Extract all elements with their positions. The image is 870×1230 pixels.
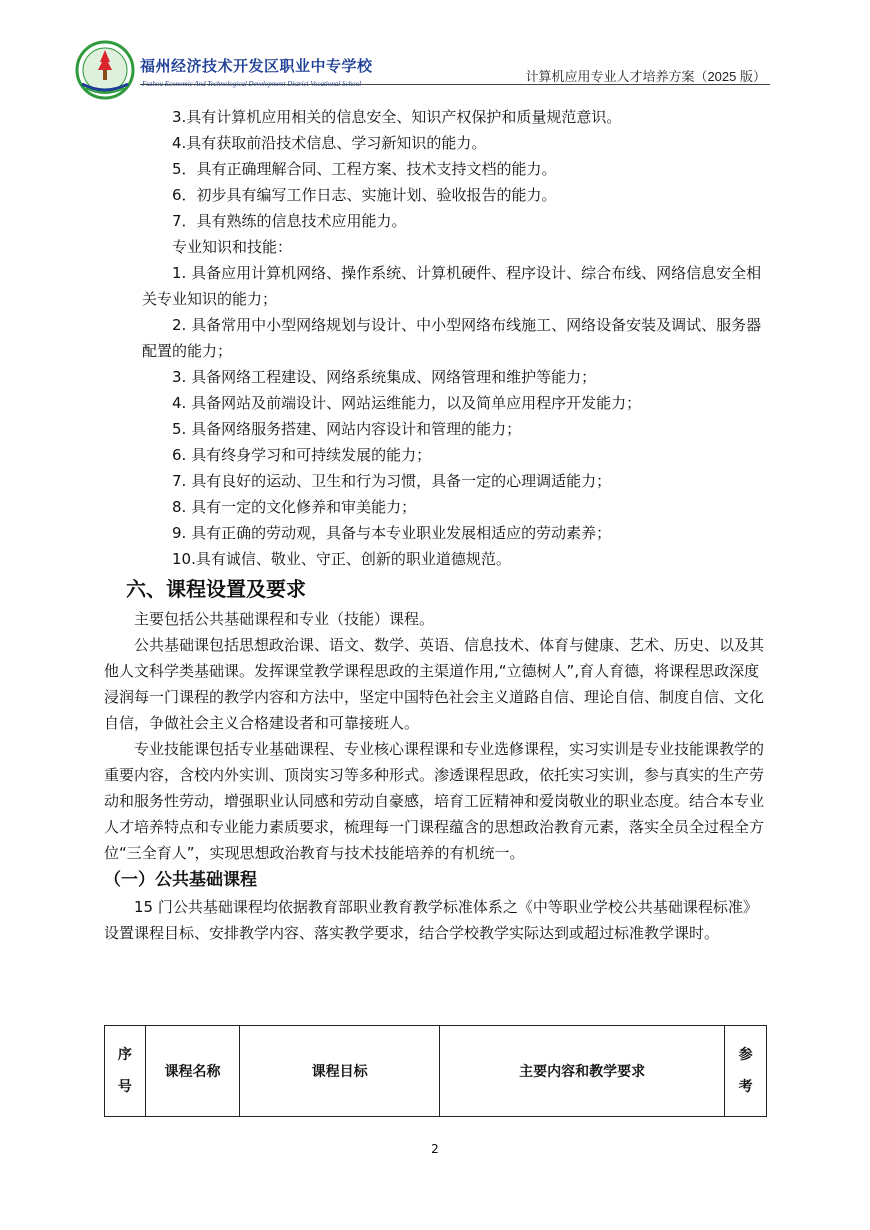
knowledge-item: 10.具有诚信、敬业、守正、创新的职业道德规范。 <box>172 550 511 568</box>
ability-item: 5．具有正确理解合同、工程方案、技术支持文档的能力。 <box>172 160 557 178</box>
curriculum-table <box>104 1025 767 1117</box>
page-number: 2 <box>431 1142 439 1156</box>
knowledge-item: 9. 具有正确的劳动观，具备与本专业职业发展相适应的劳动素养； <box>172 524 612 542</box>
knowledge-item: 4. 具备网站及前端设计、网站运维能力，以及简单应用程序开发能力； <box>172 394 642 412</box>
section-6-paragraph-2: 专业技能课包括专业基础课程、专业核心课程课和专业选修课程，实习实训是专业技能课教学的重要内容，含校内外实训、顶岗实习等多种形式。渗透课程思政，依托实习实训，参与真实的生产劳动和服务性劳动，增强职业认同感和劳动自豪感，培育工匠精神和爱岗敬业的职业态度。结合本专业人才培养特点和专业能力素质要求，梳理每一门课程蕴含的思想政治教育元素，落实全员全过程全方位“三全育人”，实现思想政治教育与技术技能培养的有机统一。 <box>104 740 765 862</box>
header-cell-course-goal: 课程目标 <box>240 1026 440 1117</box>
knowledge-item: 5. 具备网络服务搭建、网站内容设计和管理的能力； <box>172 420 522 438</box>
header-cell-reference <box>725 1026 767 1117</box>
ability-item: 6．初步具有编写工作日志、实施计划、验收报告的能力。 <box>172 186 557 204</box>
knowledge-item: 1. 具备应用计算机网络、操作系统、计算机硬件、程序设计、综合布线、网络信息安全相关专业知识的能力； <box>142 264 762 308</box>
knowledge-item: 3. 具备网络工程建设、网络系统集成、网络管理和维护等能力； <box>172 368 597 386</box>
school-name-cn: 福州经济技术开发区职业中专学校 <box>140 57 373 75</box>
header-divider <box>140 84 770 85</box>
header-text-index: 序号 <box>117 1047 132 1095</box>
ability-item: 4.具有获取前沿技术信息、学习新知识的能力。 <box>172 134 487 152</box>
header-cell-course-name: 课程名称 <box>145 1026 239 1117</box>
ability-item: 3.具有计算机应用相关的信息安全、知识产权保护和质量规范意识。 <box>172 108 622 126</box>
knowledge-item: 8. 具有一定的文化修养和审美能力； <box>172 498 417 516</box>
knowledge-heading: 专业知识和技能： <box>172 238 293 256</box>
school-name-en: Fuzhou Economic And Technological Development District Vocational School <box>142 80 362 88</box>
subsection-1-heading: （一）公共基础课程 <box>104 870 257 890</box>
section-6-paragraph-1: 公共基础课包括思想政治课、语文、数学、英语、信息技术、体育与健康、艺术、历史、以及其他人文科学类基础课。发挥课堂教学课程思政的主渠道作用,“立德树人”,育人育德，将课程思政深度浸润每一门课程的教学内容和方法中，坚定中国特色社会主义道路自信、理论自信、制度自信、文化自信，争做社会主义合格建设者和可靠接班人。 <box>104 636 765 732</box>
section-6-heading: 六、课程设置及要求 <box>126 577 306 601</box>
knowledge-item: 7. 具有良好的运动、卫生和行为习惯，具备一定的心理调适能力； <box>172 472 612 490</box>
school-logo-icon <box>74 40 136 100</box>
header-cell-index <box>105 1026 146 1117</box>
header-text-reference: 参考 <box>738 1047 753 1095</box>
knowledge-item: 6. 具有终身学习和可持续发展的能力； <box>172 446 432 464</box>
page-header <box>0 0 870 110</box>
section-6-intro: 主要包括公共基础课程和专业（技能）课程。 <box>134 610 435 628</box>
document-body <box>104 104 767 946</box>
ability-item: 7．具有熟练的信息技术应用能力。 <box>172 212 407 230</box>
table-header-row <box>105 1026 767 1117</box>
document-title: 计算机应用专业人才培养方案（2025 版） <box>525 69 766 84</box>
subsection-1-paragraph: 15 门公共基础课程均依据教育部职业教育教学标准体系之《中等职业学校公共基础课程标准》设置课程目标、安排教学内容、落实教学要求，结合学校教学实际达到或超过标准教学课时。 <box>104 898 758 942</box>
header-cell-content: 主要内容和教学要求 <box>440 1026 725 1117</box>
knowledge-item: 2. 具备常用中小型网络规划与设计、中小型网络布线施工、网络设备安装及调试、服务器配置的能力； <box>142 316 762 360</box>
